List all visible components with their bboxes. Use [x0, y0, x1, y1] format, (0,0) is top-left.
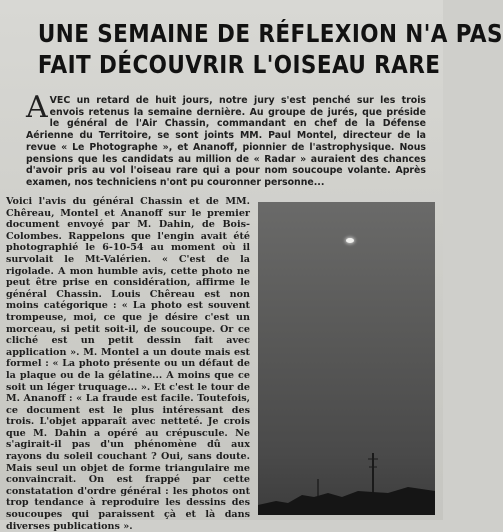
headline — [37, 18, 503, 80]
headline-line-2: FAIT DÉCOUVRIR L'OISEAU RARE — [37, 50, 441, 79]
body-paragraph: Voici l'avis du général Chassin et de MM. Chêreau, Montel et Ananoff sur le premier document envoyé par M. Dahin, de Bois-Colombes. Rappelons que l'engin avait été photographié le 6-10-54 au moment où il survolait le Mt-Valérien. « C'est de la rigolade. A mon humble avis, cette photo ne peut être prise en considération, affirme le général Chassin. Louis Chêreau est non moins catégorique : « La photo est souvent trompeuse, moi, ce que je désire c'est un morceau, si petit soit-il, de soucoupe. Or ce cliché est un petit dessin fait avec application ». M. Montel a un doute mais est formel : « La photo présente ou un défaut de la plaque ou de la gélatine... A moins que ce soit un léger truquage... ». Et c'est le tour de M. Ananoff : « La fraude est facile. Toutefois, ce document est le plus intéressant des trois. L'objet apparaît avec netteté. Je crois que M. Dahin a opéré au crépuscule. Ne s'agirait-il pas d'un phénomène dû aux rayons du soleil couchant ? Oui, sans doute. Mais seul un objet de forme triangulaire me convaincrait. On est frappé par cette constatation d'ordre général : les photos ont trop tendance à reproduire les dessins des soucoupes qui paraissent çà et là dans diverses publications ». — [6, 196, 250, 532]
town-skyline — [258, 435, 435, 515]
intro-text: VEC un retard de huit jours, notre jury s'est penché sur les trois envois retenus la semaine dernière. Au groupe de jurés, que préside le général de l'Air Chassin, commandant en chef de la Défense Aérienne du Territoire, se sont joints MM. Paul Montel, directeur de la revue « Le Photographe », et Ananoff, pionnier de l'astrophysique. Nous pensions que les candidats au million de « Radar » auraient des chances d'avoir pris au vol l'oiseau rare qui a pour nom soucoupe volante. Après examen, nos techniciens n'ont pu couronner personne... — [26, 95, 426, 188]
headline-line-1: UNE SEMAINE DE RÉFLEXION N'A PAS — [37, 19, 503, 48]
ufo-photograph — [258, 202, 435, 515]
drop-cap: A — [26, 90, 48, 125]
luminous-object — [346, 238, 354, 243]
article-body — [6, 196, 250, 532]
intro-paragraph — [26, 90, 426, 189]
